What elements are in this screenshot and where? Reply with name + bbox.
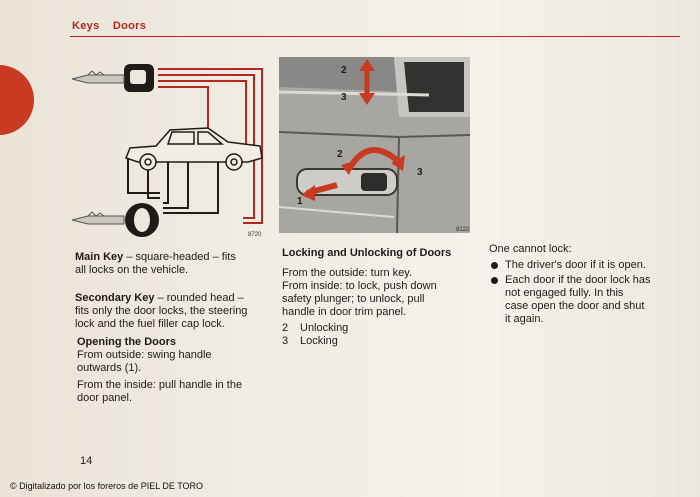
main-key-title: Main Key bbox=[75, 251, 124, 263]
opening-doors-title: Opening the Doors bbox=[77, 336, 176, 348]
page-header bbox=[72, 20, 156, 32]
secondary-key-text-3: lock and the fuel filler cap lock. bbox=[75, 318, 225, 330]
locking-item-2-number: 2 bbox=[282, 322, 289, 334]
figure-number-door: 8122 bbox=[456, 227, 470, 233]
locking-section bbox=[282, 247, 482, 348]
locking-line-1: From the outside: turn key. bbox=[282, 267, 413, 279]
main-key-paragraph bbox=[75, 251, 275, 277]
main-key-text-1: – square-headed – fits bbox=[123, 251, 236, 263]
secondary-key-text-1: – rounded head – bbox=[154, 292, 244, 304]
header-section-keys: Keys bbox=[72, 20, 100, 32]
locking-title: Locking and Unlocking of Doors bbox=[282, 247, 452, 259]
cannot-lock-bullet-1-text: The driver's door if it is open. bbox=[505, 259, 646, 271]
car-illustration bbox=[126, 128, 262, 170]
locking-line-4: handle in door trim panel. bbox=[282, 306, 407, 318]
photo-label-1: 1 bbox=[297, 196, 303, 207]
photo-label-2: 2 bbox=[337, 149, 343, 160]
locking-item-2-label: Unlocking bbox=[300, 322, 349, 334]
main-key-icon bbox=[72, 64, 154, 92]
secondary-key-text-2: fits only the door locks, the steering bbox=[75, 305, 248, 317]
header-section-doors: Doors bbox=[112, 20, 147, 32]
figure-number-keys: 8720 bbox=[248, 232, 262, 238]
cannot-lock-bullet-2-line-4: it again. bbox=[505, 313, 544, 325]
header-rule bbox=[70, 36, 680, 37]
locking-line-3: safety plunger; to unlock, pull bbox=[282, 293, 425, 305]
cannot-lock-section bbox=[489, 243, 679, 328]
locking-item-3-number: 3 bbox=[282, 335, 289, 347]
locking-item-locking bbox=[282, 335, 482, 348]
opening-line-3: From the inside: pull handle in the bbox=[77, 379, 243, 391]
photo-label-3: 3 bbox=[417, 167, 423, 178]
cannot-lock-bullet-2-line-2: not engaged fully. In this bbox=[505, 287, 624, 299]
opening-line-1: From outside: swing handle bbox=[77, 349, 212, 361]
locking-line-2: From inside: to lock, push down bbox=[282, 280, 437, 292]
opening-line-4: door panel. bbox=[77, 392, 133, 404]
key-lock-diagram bbox=[68, 58, 278, 243]
section-tab-marker bbox=[0, 65, 34, 135]
main-key-text-2: all locks on the vehicle. bbox=[75, 264, 189, 276]
opening-line-2: outwards (1). bbox=[77, 362, 142, 374]
photo-label-top-2: 2 bbox=[341, 65, 347, 76]
locking-item-3-label: Locking bbox=[300, 335, 338, 347]
secondary-key-icon bbox=[72, 203, 159, 237]
opening-doors-section bbox=[77, 336, 277, 405]
secondary-key-title: Secondary Key bbox=[75, 292, 155, 304]
cannot-lock-bullet-2-line-3: case open the door and shut bbox=[505, 300, 645, 312]
cannot-lock-bullet-2 bbox=[489, 274, 679, 326]
cannot-lock-bullet-1 bbox=[489, 259, 679, 272]
scan-credit-footer: © Digitalizado por los foreros de PIEL DE TORO bbox=[10, 481, 204, 491]
locking-item-unlocking bbox=[282, 322, 482, 335]
page-number: 14 bbox=[80, 455, 93, 467]
cannot-lock-intro: One cannot lock: bbox=[489, 243, 572, 255]
cannot-lock-bullet-2-line-1: Each door if the door lock has bbox=[505, 274, 651, 286]
photo-label-top-3: 3 bbox=[341, 92, 347, 103]
secondary-key-paragraph bbox=[75, 292, 275, 331]
door-handle-photo bbox=[279, 57, 470, 233]
